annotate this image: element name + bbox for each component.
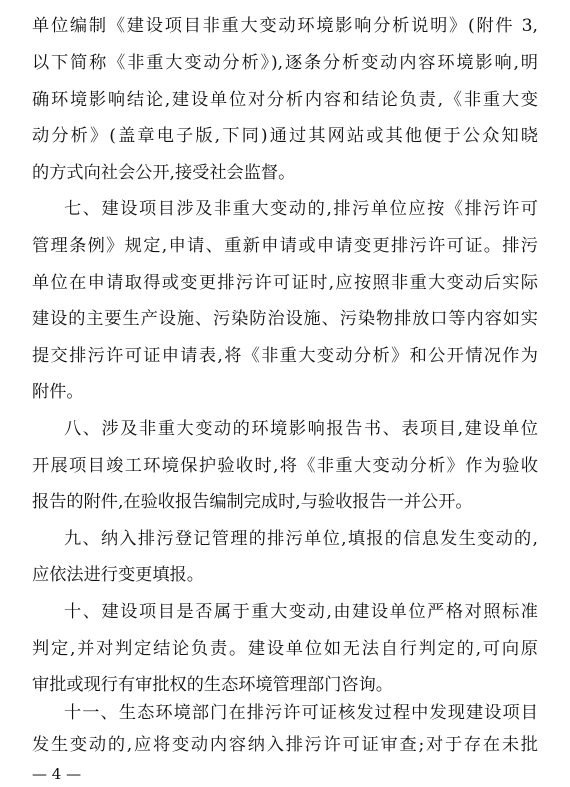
text-line: 动分析》(盖章电子版,下同)通过其网站或其他便于公众知晓 — [32, 126, 538, 146]
text-line: 发生变动的,应将变动内容纳入排污许可证审查;对于存在未批 — [32, 735, 538, 755]
text-line: 报告的附件,在验收报告编制完成时,与验收报告一并公开。 — [32, 492, 473, 512]
paragraph-7-first-line: 七、建设项目涉及非重大变动的,排污单位应按《排污许可 — [64, 199, 538, 219]
paragraph-8-first-line: 八、涉及非重大变动的环境影响报告书、表项目,建设单位 — [64, 419, 538, 439]
text-line: 附件。 — [32, 382, 84, 402]
text-line: 以下简称《非重大变动分析》),逐条分析变动内容环境影响,明 — [32, 53, 538, 73]
text-line: 建设的主要生产设施、污染防治设施、污染物排放口等内容如实 — [32, 309, 538, 329]
text-line: 单位编制《建设项目非重大变动环境影响分析说明》(附件 3, — [32, 16, 538, 36]
text-line: 应依法进行变更填报。 — [32, 565, 204, 585]
page-number: — 4 — — [32, 765, 82, 783]
text-line: 单位在申请取得或变更排污许可证时,应按照非重大变动后实际 — [32, 273, 538, 293]
text-line: 开展项目竣工环境保护验收时,将《非重大变动分析》作为验收 — [32, 456, 538, 476]
paragraph-9-first-line: 九、纳入排污登记管理的排污单位,填报的信息发生变动的, — [64, 529, 538, 549]
paragraph-11-first-line: 十一、生态环境部门在排污许可证核发过程中发现建设项目 — [64, 703, 538, 723]
text-line: 判定,并对判定结论负责。建设单位如无法自行判定的,可向原 — [32, 639, 538, 659]
paragraph-10-first-line: 十、建设项目是否属于重大变动,由建设单位严格对照标准 — [64, 602, 538, 622]
text-line: 提交排污许可证申请表,将《非重大变动分析》和公开情况作为 — [32, 346, 538, 366]
text-line: 确环境影响结论,建设单位对分析内容和结论负责,《非重大变 — [32, 90, 538, 110]
text-line: 管理条例》规定,申请、重新申请或申请变更排污许可证。排污 — [32, 236, 538, 256]
text-line: 的方式向社会公开,接受社会监督。 — [32, 163, 296, 183]
text-line: 审批或现行有审批权的生态环境管理部门咨询。 — [32, 675, 393, 695]
